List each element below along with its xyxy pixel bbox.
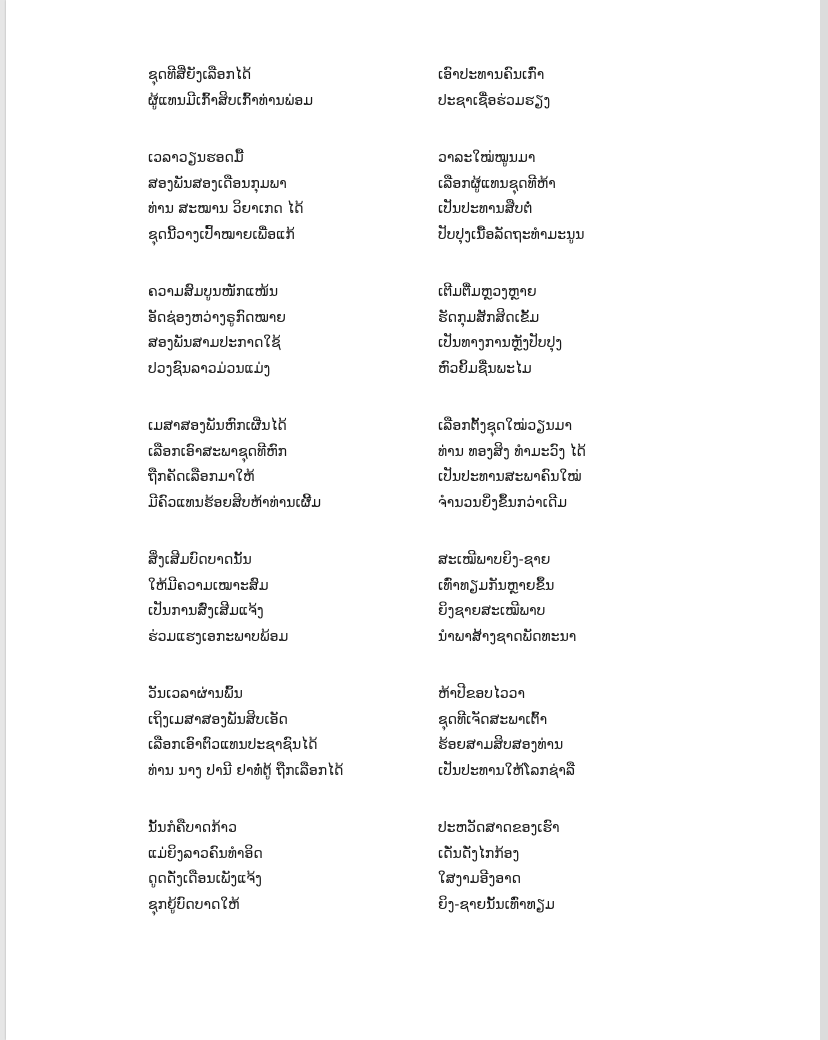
verse-line-right: ວາລະໃໝ່ໝູນມາ: [438, 150, 536, 166]
document-page: [6, 0, 820, 1040]
stanza: [148, 816, 748, 918]
verse-line-right: ເດັ່ນດັ່ງໄກກ້ອງ: [438, 845, 520, 862]
verse-line-left: ເປັນການສົ່ງເສີມແຈ້ງ: [148, 603, 264, 619]
poem-body: [148, 63, 748, 950]
verse-line-right: ຈຳນວນຍິ່ງຂຶ້ນກວ່າເດີມ: [438, 494, 568, 511]
verse-line-left: ເລືອກເອົາຕົວແທນປະຊາຊົນໄດ້: [148, 737, 318, 753]
verse-line-right: ຊຸດທີເຈັດສະພາເຕົ້າ: [438, 711, 548, 728]
verse-line-left: ເຖິງເມສາສອງພັນສິບເອັດ: [148, 711, 288, 728]
verse-line-left: ຜູ້ແທນມີເກົ້າສິບເກົ້າທ່ານພ່ອມ: [148, 92, 314, 109]
verse-line-left: ດູດດັ່ງເດືອນເພັງແຈ້ງ: [148, 871, 262, 887]
verse-line-left: ແມ່ຍິງລາວຄົນທຳອິດ: [148, 845, 263, 862]
verse-line-left: ສອງພັນສາມປະກາດໃຊ້: [148, 335, 281, 351]
verse-line-left: ຊຸກຍູ້ບົດບາດໃຫ້: [148, 896, 240, 913]
verse-line-right: ປັບປຸງເນື້ອລັດຖະທຳມະນູນ: [438, 226, 585, 243]
verse-line-right: ຫົວຍິ້ມຊື່ນພະໄມ: [438, 360, 532, 377]
verse-line-right: ເປັນປະທານສືບຕໍ່: [438, 201, 533, 217]
stanza: [148, 63, 748, 114]
verse-line-right: ເອົາປະທານຄົນເກົ່າ: [438, 67, 545, 83]
stanza: [148, 280, 748, 382]
verse-line-right: ນຳພາສ້າງຊາດພັດທະນາ: [438, 628, 577, 645]
verse-line-left: ອັດຊ່ອງຫວ່າງຣູກົດໝາຍ: [148, 309, 286, 326]
verse-line-left: ໃຫ້ມີຄວາມເໝາະສົມ: [148, 577, 269, 594]
verse-line-right: ປະຫວັດສາດຂອງເຮົາ: [438, 820, 560, 836]
stanza: [148, 146, 748, 248]
verse-line-left: ເລືອກເອົາສະພາຊຸດທີຫົກ: [148, 443, 288, 460]
verse-line-left: ຖືກຄັດເລືອກມາໃຫ້: [148, 469, 255, 485]
stanza: [148, 548, 748, 650]
verse-line-left: ຄວາມສົມບູນໜັກແໜ້ນ: [148, 284, 279, 300]
verse-line-left: ມີຄົວແທນຮ້ອຍສິບຫ້າທ່ານເຜີ້ມ: [148, 494, 322, 511]
verse-line-right: ຫ້າປີຂອບໄວວາ: [438, 686, 526, 702]
verse-line-right: ຍິງຊາຍສະເໝີພາບ: [438, 603, 546, 619]
verse-line-right: ຮ້ອຍສາມສິບສອງທ່ານ: [438, 737, 564, 753]
verse-line-left: ສິ່ງເສີມບົດບາດນັ້ນ: [148, 552, 252, 568]
verse-line-right: ສະເໝີພາບຍິງ-ຊາຍ: [438, 552, 551, 568]
verse-line-right: ເທົ່າທຽມກັນຫຼາຍຂຶ້ນ: [438, 577, 555, 594]
verse-line-left: ທ່ານ ສະໝານ ວິຍາເກດ ໄດ້: [148, 201, 304, 217]
verse-line-left: ຊຸດທີສີ່ຍັງເລືອກໄດ້: [148, 67, 252, 83]
verse-line-right: ຮັດກຸມສັກສິດເຂັ້ມ: [438, 309, 540, 326]
verse-line-right: ເຕີມຕື່ມຫຼວງຫຼາຍ: [438, 284, 537, 300]
scrollbar-track[interactable]: [820, 0, 828, 1040]
verse-line-right: ເປັນປະທານໃຫ້ໂລກຊ່າລື: [438, 762, 576, 779]
verse-line-left: ທ່ານ ນາງ ປານີ ຢາທໍ່ຕູ້ ຖືກເລືອກໄດ້: [148, 762, 344, 779]
verse-line-left: ນັ້ນກໍຄືບາດກ້າວ: [148, 820, 237, 836]
verse-line-left: ເວລາວຽນຮອດມື້: [148, 150, 244, 166]
verse-line-left: ເມສາສອງພັນຫົກເຜີ່ນໄດ້: [148, 418, 287, 434]
verse-line-right: ປະຊາເຊື່ອຮ່ວມຮຽງ: [438, 92, 551, 109]
verse-line-left: ຮ່ວມແຮງເອກະພາບພ້ອມ: [148, 628, 289, 645]
stanza: [148, 414, 748, 516]
verse-line-left: ປວງຊົນລາວມ່ວນແມ່ງ: [148, 360, 271, 377]
verse-line-right: ເປັນປະທານສະພາຄົນໃໝ່: [438, 469, 582, 485]
verse-line-right: ໃສງາມອີງອາດ: [438, 871, 522, 887]
verse-line-right: ຍິງ-ຊາຍນັ້ນເທົ່າທຽມ: [438, 896, 555, 913]
verse-line-left: ວັນເວລາຜ່ານພົ້ນ: [148, 686, 243, 702]
verse-line-right: ທ່ານ ທອງສິງ ທຳມະວົງ ໄດ້: [438, 443, 586, 460]
stanza: [148, 682, 748, 784]
verse-line-right: ເປັນທາງການຫຼັງປັບປຸງ: [438, 335, 563, 351]
verse-line-left: ສອງພັນສອງເດືອນກຸມພາ: [148, 175, 287, 192]
verse-line-left: ຊຸດນີ້ວາງເປົ້າໝາຍເພື່ອແກ້: [148, 226, 295, 243]
verse-line-right: ເລືອກຜູ້ແທນຊຸດທີຫ້າ: [438, 175, 556, 192]
verse-line-right: ເລືອກຕັ້ງຊຸດໃໝ່ວຽນມາ: [438, 418, 573, 434]
